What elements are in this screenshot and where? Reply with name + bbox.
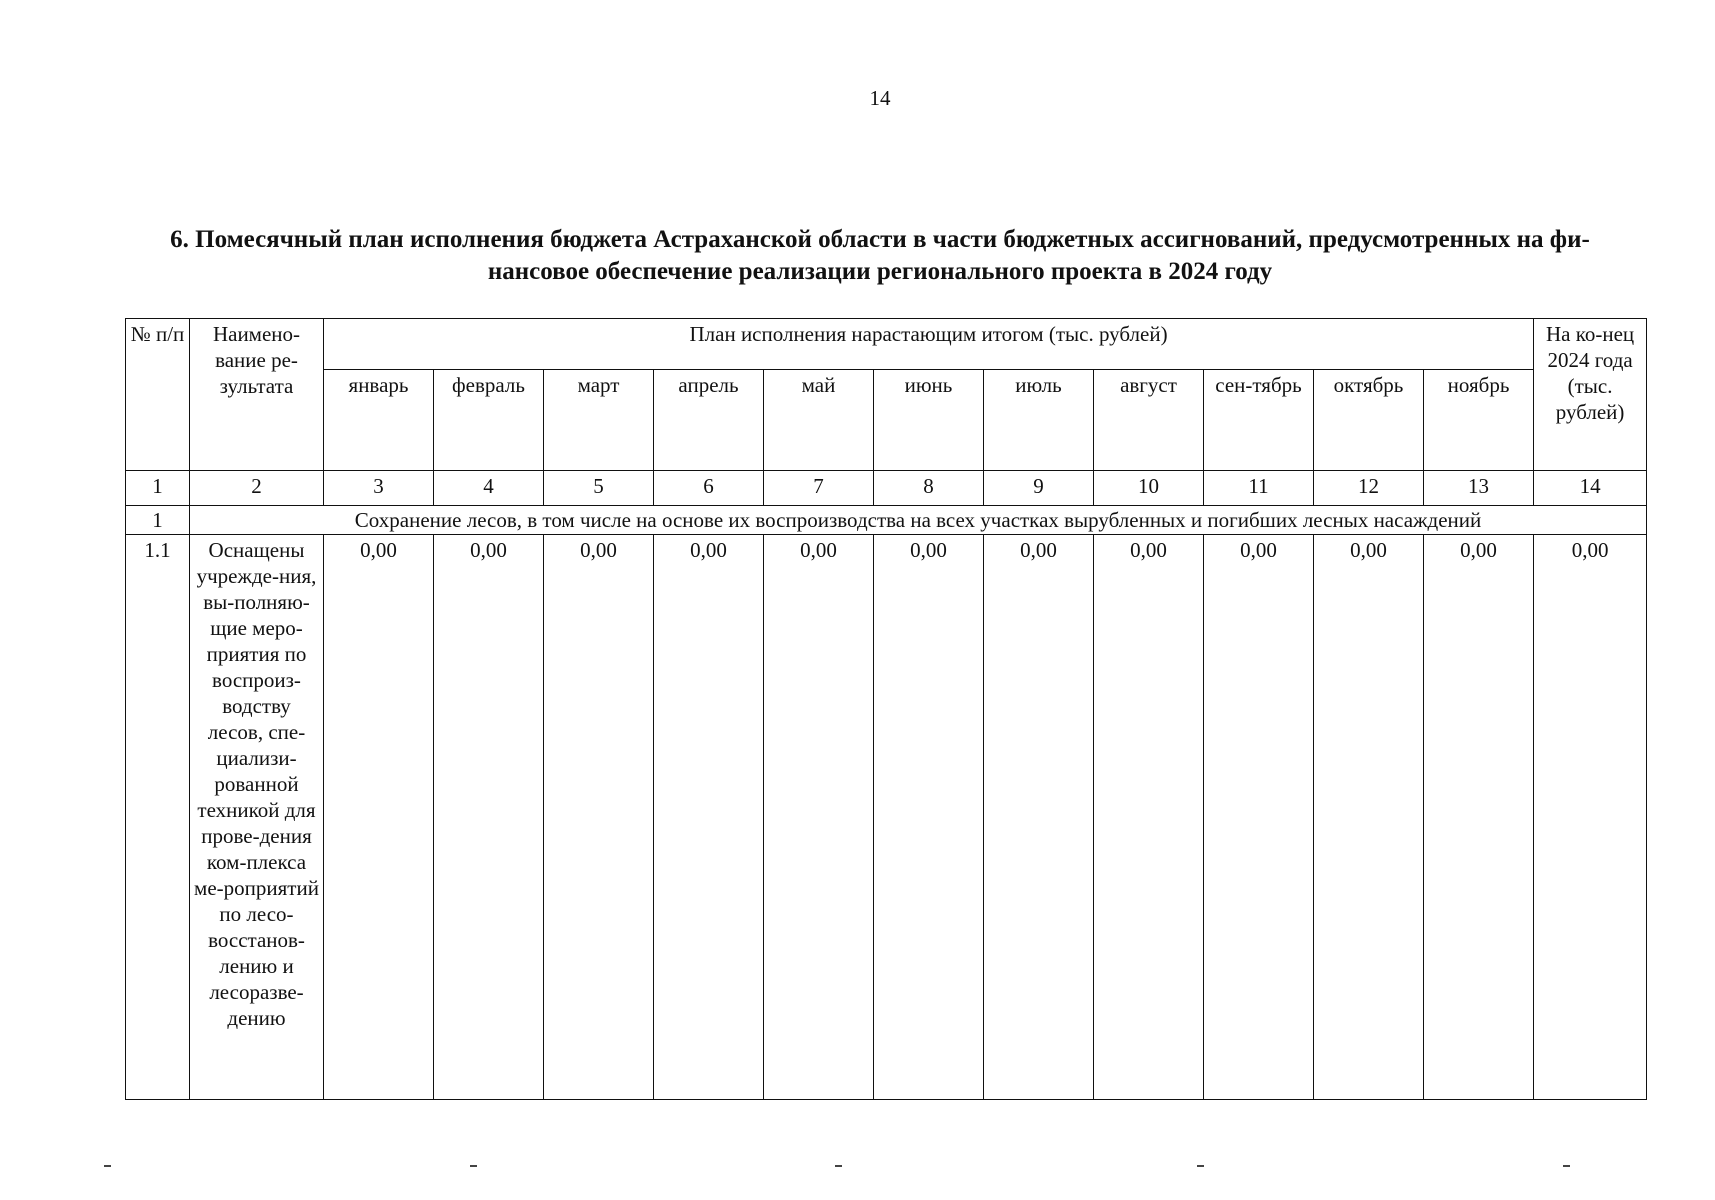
column-number: 11 xyxy=(1204,471,1314,506)
document-title-line-2: нансовое обеспечение реализации регионального проекта в 2024 году xyxy=(487,258,1273,285)
budget-plan-table xyxy=(125,318,1647,1100)
column-number: 13 xyxy=(1424,471,1534,506)
header-month: ноябрь xyxy=(1424,370,1534,471)
header-month: октябрь xyxy=(1314,370,1424,471)
header-month: февраль xyxy=(434,370,544,471)
header-month: август xyxy=(1094,370,1204,471)
column-number: 8 xyxy=(874,471,984,506)
row-month-value: 0,00 xyxy=(984,535,1094,1100)
header-row-top xyxy=(126,319,1647,370)
header-plan: План исполнения нарастающим итогом (тыс. рублей) xyxy=(324,319,1534,370)
header-month: апрель xyxy=(654,370,764,471)
scan-mark xyxy=(470,1165,477,1167)
row-month-value: 0,00 xyxy=(1314,535,1424,1100)
column-number: 5 xyxy=(544,471,654,506)
column-number: 10 xyxy=(1094,471,1204,506)
row-month-value: 0,00 xyxy=(1094,535,1204,1100)
header-month: июль xyxy=(984,370,1094,471)
column-number: 7 xyxy=(764,471,874,506)
row-month-value: 0,00 xyxy=(1204,535,1314,1100)
scan-mark xyxy=(104,1165,111,1167)
document-title-line-1: 6. Помесячный план исполнения бюджета Астраханской области в части бюджетных ассигнований, предусмотренных на фи- xyxy=(170,226,1590,253)
column-number: 12 xyxy=(1314,471,1424,506)
column-number: 14 xyxy=(1534,471,1647,506)
header-month: январь xyxy=(324,370,434,471)
table-row xyxy=(126,535,1647,1100)
row-month-value: 0,00 xyxy=(654,535,764,1100)
column-number: 4 xyxy=(434,471,544,506)
scan-mark xyxy=(1563,1165,1570,1167)
column-number: 2 xyxy=(190,471,324,506)
column-number: 3 xyxy=(324,471,434,506)
header-num: № п/п xyxy=(126,319,190,471)
header-month: июнь xyxy=(874,370,984,471)
column-number: 6 xyxy=(654,471,764,506)
section-row xyxy=(126,506,1647,535)
row-month-value: 0,00 xyxy=(874,535,984,1100)
row-result-name: Оснащены учрежде-ния, вы-полняю-щие меро-приятия по воспроиз-водству лесов, спе-циализи-рованной техникой для прове-дения ком-плекса ме-роприятий по лесо-восстанов-лению и лесоразве-дению xyxy=(190,535,324,1100)
page-number: 14 xyxy=(869,86,891,110)
row-month-value: 0,00 xyxy=(544,535,654,1100)
row-month-value: 0,00 xyxy=(764,535,874,1100)
row-num: 1.1 xyxy=(126,535,190,1100)
header-month: март xyxy=(544,370,654,471)
row-month-value: 0,00 xyxy=(324,535,434,1100)
column-number: 9 xyxy=(984,471,1094,506)
section-num: 1 xyxy=(126,506,190,535)
header-row-months xyxy=(126,370,1647,471)
header-name: Наимено-вание ре-зультата xyxy=(190,319,324,471)
column-number-row xyxy=(126,471,1647,506)
row-month-value: 0,00 xyxy=(434,535,544,1100)
row-month-value: 0,00 xyxy=(1424,535,1534,1100)
section-name: Сохранение лесов, в том числе на основе их воспроизводства на всех участках вырубленных и погибших лесных насаждений xyxy=(190,506,1647,535)
header-month: май xyxy=(764,370,874,471)
scan-mark xyxy=(1197,1165,1204,1167)
column-number: 1 xyxy=(126,471,190,506)
header-month: сен-тябрь xyxy=(1204,370,1314,471)
row-total-value: 0,00 xyxy=(1534,535,1647,1100)
scan-mark xyxy=(835,1165,842,1167)
document-title xyxy=(130,224,1630,288)
header-total: На ко-нец 2024 года (тыс. рублей) xyxy=(1534,319,1647,471)
